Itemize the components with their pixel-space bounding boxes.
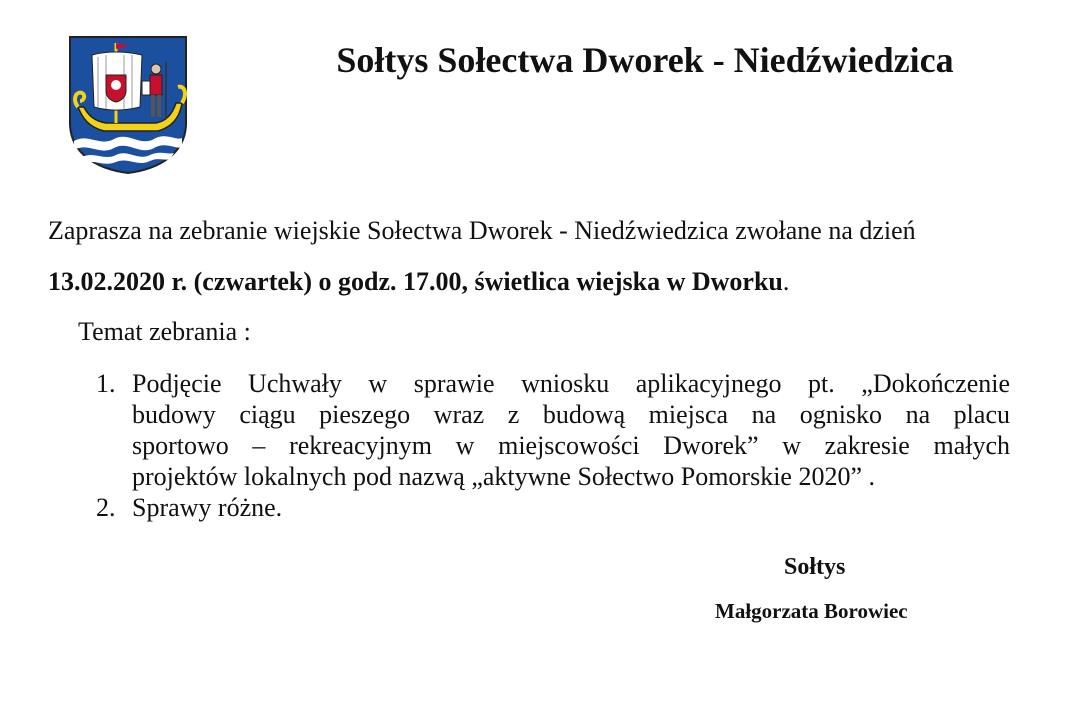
signature-name: Małgorzata Borowiec [715,599,908,623]
invitation-text: Zaprasza na zebranie wiejskie Sołectwa Dworek - Niedźwiedzica zwołane na dzień [48,216,916,245]
agenda-list [96,368,1010,523]
agenda-item-line: Podjęcie Uchwały w sprawie wniosku aplikacyjnego pt. „Dokończenie [132,369,1010,398]
page-title: Sołtys Sołectwa Dworek - Niedźwiedzica [336,40,954,80]
agenda-item-text [132,368,1010,492]
agenda-item-line: projektów lokalnych pod nazwą „aktywne Sołectwo Pomorskie 2020” . [132,462,875,491]
agenda-item [96,368,1010,492]
agenda-item-line: budowy ciągu pieszego wraz z budową miejsca na ognisko na placu [132,400,1010,429]
agenda-heading: Temat zebrania : [78,317,251,346]
meeting-date-suffix: . [782,267,790,296]
agenda-item-number: 1. [96,369,116,398]
agenda-item-line: sportowo – rekreacyjnym w miejscowości Dworek” w zakresie małych [132,431,1010,460]
signature-role: Sołtys [784,554,846,580]
meeting-date-details: 13.02.2020 r. (czwartek) o godz. 17.00, świetlica wiejska w Dworku [48,267,783,296]
agenda-item-line: Sprawy różne. [132,493,283,522]
agenda-item-text [132,492,1010,523]
village-coat-of-arms-icon [68,35,188,175]
agenda-item-number: 2. [96,493,116,522]
meeting-date-line [48,266,789,298]
agenda-item [96,492,1010,523]
